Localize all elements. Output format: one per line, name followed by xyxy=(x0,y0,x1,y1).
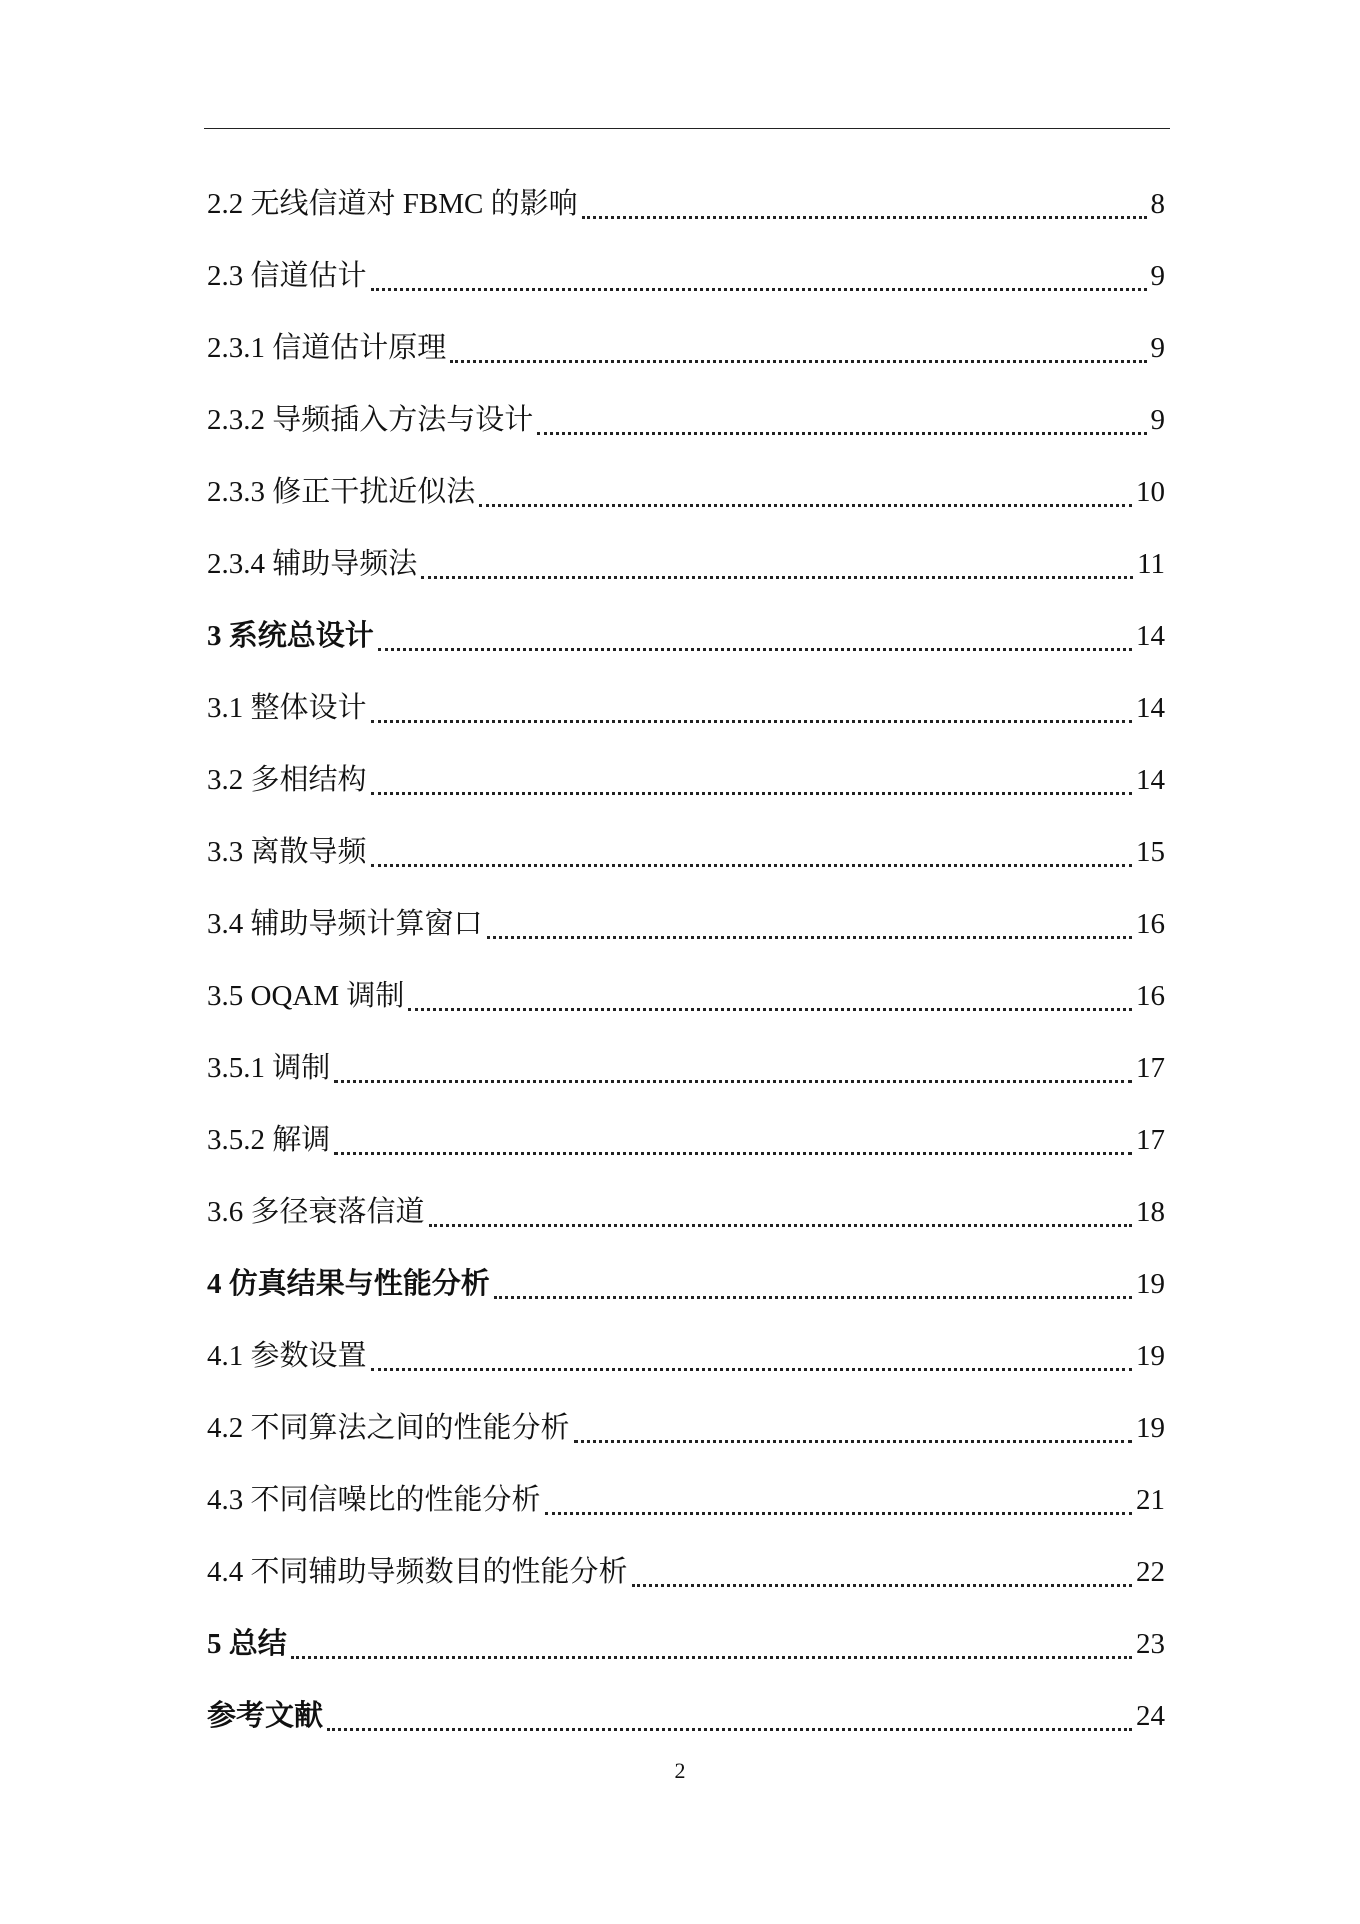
toc-dot-leader xyxy=(490,1256,1136,1312)
toc-entry-page: 19 xyxy=(1136,1268,1165,1300)
toc-entry-page: 18 xyxy=(1136,1196,1165,1228)
toc-entry[interactable] xyxy=(207,1472,1165,1544)
toc-dot-leader xyxy=(287,1616,1136,1672)
toc-entry-title: 3.5.2 解调 xyxy=(207,1124,331,1156)
toc-entry[interactable] xyxy=(207,1328,1165,1400)
toc-entry-page: 14 xyxy=(1136,764,1165,796)
toc-dot-leader xyxy=(323,1688,1136,1744)
toc-entry[interactable] xyxy=(207,1544,1165,1616)
toc-entry-title: 3.4 辅助导频计算窗口 xyxy=(207,908,483,940)
toc-entry-title: 4.1 参数设置 xyxy=(207,1340,367,1372)
toc-entry[interactable] xyxy=(207,536,1165,608)
toc-entry[interactable] xyxy=(207,752,1165,824)
table-of-contents xyxy=(207,176,1165,1760)
toc-entry-title: 参考文献 xyxy=(207,1700,324,1732)
toc-entry-title: 2.3.3 修正干扰近似法 xyxy=(207,476,476,508)
toc-entry[interactable] xyxy=(207,1112,1165,1184)
toc-entry-page: 16 xyxy=(1136,980,1165,1012)
toc-entry-title: 3.1 整体设计 xyxy=(207,692,367,724)
toc-dot-leader xyxy=(367,1328,1136,1384)
toc-entry[interactable] xyxy=(207,1184,1165,1256)
toc-entry[interactable] xyxy=(207,320,1165,392)
toc-dot-leader xyxy=(541,1472,1136,1528)
toc-entry[interactable] xyxy=(207,1256,1165,1328)
toc-entry[interactable] xyxy=(207,680,1165,752)
toc-dot-leader xyxy=(330,1040,1136,1096)
toc-entry[interactable] xyxy=(207,1616,1165,1688)
toc-dot-leader xyxy=(425,1184,1136,1240)
toc-entry-page: 9 xyxy=(1150,404,1165,436)
toc-entry[interactable] xyxy=(207,1688,1165,1760)
toc-entry-title: 4.4 不同辅助导频数目的性能分析 xyxy=(207,1556,628,1588)
toc-dot-leader xyxy=(404,968,1136,1024)
toc-entry-page: 11 xyxy=(1137,548,1165,580)
toc-entry-title: 3 系统总设计 xyxy=(207,620,374,652)
toc-entry-title: 3.6 多径衰落信道 xyxy=(207,1196,425,1228)
toc-entry-page: 17 xyxy=(1136,1052,1165,1084)
toc-dot-leader xyxy=(367,752,1136,808)
toc-entry-page: 16 xyxy=(1136,908,1165,940)
toc-entry-page: 21 xyxy=(1136,1484,1165,1516)
toc-dot-leader xyxy=(446,320,1150,376)
toc-entry-page: 9 xyxy=(1150,332,1165,364)
toc-entry[interactable] xyxy=(207,1040,1165,1112)
toc-entry-title: 2.3.4 辅助导频法 xyxy=(207,548,418,580)
toc-dot-leader xyxy=(367,680,1136,736)
toc-dot-leader xyxy=(330,1112,1136,1168)
toc-entry-page: 22 xyxy=(1136,1556,1165,1588)
toc-entry-title: 2.3 信道估计 xyxy=(207,260,367,292)
toc-entry[interactable] xyxy=(207,968,1165,1040)
toc-entry[interactable] xyxy=(207,464,1165,536)
toc-entry-page: 14 xyxy=(1136,620,1165,652)
toc-entry-title: 2.2 无线信道对 FBMC 的影响 xyxy=(207,188,578,220)
toc-entry-page: 24 xyxy=(1136,1700,1165,1732)
toc-entry-page: 17 xyxy=(1136,1124,1165,1156)
toc-entry-title: 3.2 多相结构 xyxy=(207,764,367,796)
toc-entry-page: 8 xyxy=(1150,188,1165,220)
toc-entry-page: 15 xyxy=(1136,836,1165,868)
toc-dot-leader xyxy=(475,464,1136,520)
toc-dot-leader xyxy=(367,248,1151,304)
toc-entry-title: 2.3.1 信道估计原理 xyxy=(207,332,447,364)
toc-entry-title: 3.5 OQAM 调制 xyxy=(207,980,405,1012)
toc-entry-title: 4.3 不同信噪比的性能分析 xyxy=(207,1484,541,1516)
toc-entry-page: 19 xyxy=(1136,1340,1165,1372)
toc-dot-leader xyxy=(628,1544,1136,1600)
toc-dot-leader xyxy=(578,176,1151,232)
toc-entry-title: 3.3 离散导频 xyxy=(207,836,367,868)
toc-entry[interactable] xyxy=(207,896,1165,968)
toc-entry-title: 4 仿真结果与性能分析 xyxy=(207,1268,490,1300)
toc-entry-title: 5 总结 xyxy=(207,1628,287,1660)
toc-entry[interactable] xyxy=(207,392,1165,464)
page-number: 2 xyxy=(674,1758,686,1783)
toc-entry-page: 10 xyxy=(1136,476,1165,508)
toc-entry-title: 4.2 不同算法之间的性能分析 xyxy=(207,1412,570,1444)
toc-dot-leader xyxy=(417,536,1137,592)
toc-entry[interactable] xyxy=(207,824,1165,896)
toc-dot-leader xyxy=(374,608,1136,664)
toc-entry-page: 23 xyxy=(1136,1628,1165,1660)
toc-entry[interactable] xyxy=(207,248,1165,320)
toc-entry[interactable] xyxy=(207,1400,1165,1472)
toc-dot-leader xyxy=(533,392,1150,448)
toc-dot-leader xyxy=(570,1400,1136,1456)
toc-entry-page: 19 xyxy=(1136,1412,1165,1444)
toc-entry[interactable] xyxy=(207,176,1165,248)
toc-entry-page: 14 xyxy=(1136,692,1165,724)
toc-dot-leader xyxy=(367,824,1136,880)
toc-dot-leader xyxy=(483,896,1136,952)
toc-entry-page: 9 xyxy=(1150,260,1165,292)
header-rule xyxy=(204,128,1170,129)
toc-entry-title: 2.3.2 导频插入方法与设计 xyxy=(207,404,534,436)
toc-entry[interactable] xyxy=(207,608,1165,680)
toc-entry-title: 3.5.1 调制 xyxy=(207,1052,331,1084)
